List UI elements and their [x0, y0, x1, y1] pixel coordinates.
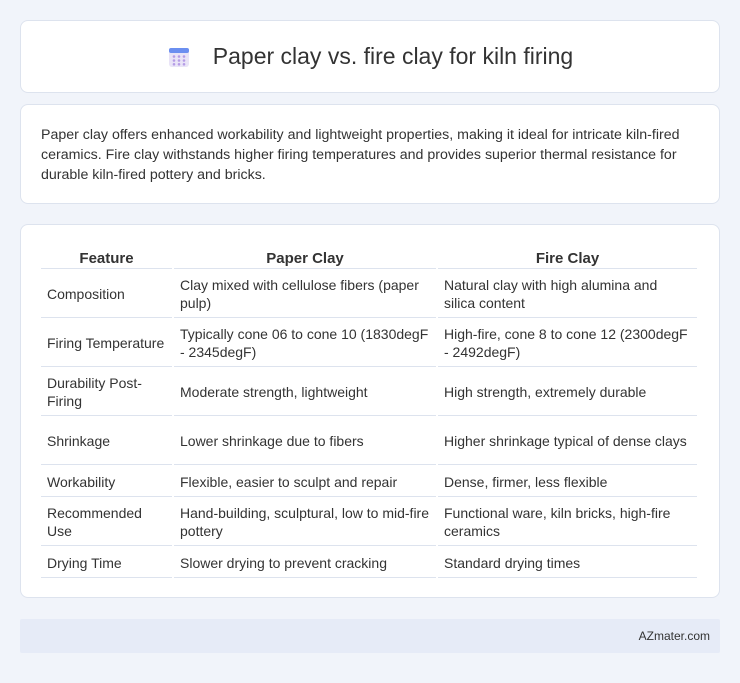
- fire-clay-cell: High strength, extremely durable: [438, 369, 697, 416]
- header-paper-clay: Paper Clay: [174, 247, 436, 269]
- calendar-icon: [167, 45, 191, 69]
- paper-clay-cell: Clay mixed with cellulose fibers (paper pulp): [174, 271, 436, 318]
- fire-clay-cell: Higher shrinkage typical of dense clays: [438, 418, 697, 465]
- table-row: [41, 548, 697, 578]
- fire-clay-cell: Dense, firmer, less flexible: [438, 467, 697, 497]
- title-card: [20, 20, 720, 93]
- paper-clay-cell: Flexible, easier to sculpt and repair: [174, 467, 436, 497]
- table-row: [41, 467, 697, 497]
- fire-clay-cell: Functional ware, kiln bricks, high-fire ceramics: [438, 499, 697, 546]
- paper-clay-cell: Moderate strength, lightweight: [174, 369, 436, 416]
- feature-cell: Recommended Use: [41, 499, 172, 546]
- footer-brand: AZmater.com: [638, 629, 710, 643]
- footer: [20, 619, 720, 653]
- description-text: Paper clay offers enhanced workability and lightweight properties, making it ideal for intricate kiln-fired ceramics. Fire clay withstands higher firing temperatures and provides superior thermal resistance for durable kiln-fired pottery and bricks.: [41, 127, 680, 183]
- paper-clay-cell: Hand-building, sculptural, low to mid-fire pottery: [174, 499, 436, 546]
- feature-cell: Drying Time: [41, 548, 172, 578]
- feature-cell: Composition: [41, 271, 172, 318]
- page-title: Paper clay vs. fire clay for kiln firing: [212, 43, 574, 69]
- feature-cell: Shrinkage: [41, 418, 172, 465]
- feature-cell: Workability: [41, 467, 172, 497]
- table-row: [41, 418, 697, 465]
- table-row: [41, 320, 697, 367]
- table-row: [41, 499, 697, 546]
- feature-cell: Durability Post-Firing: [41, 369, 172, 416]
- paper-clay-cell: Slower drying to prevent cracking: [174, 548, 436, 578]
- paper-clay-cell: Typically cone 06 to cone 10 (1830degF - 2345degF): [174, 320, 436, 367]
- header-fire-clay: Fire Clay: [438, 247, 697, 269]
- table-row: [41, 369, 697, 416]
- fire-clay-cell: Standard drying times: [438, 548, 697, 578]
- header-feature: Feature: [41, 247, 172, 269]
- table-row: [41, 271, 697, 318]
- description-card: [20, 104, 720, 204]
- paper-clay-cell: Lower shrinkage due to fibers: [174, 418, 436, 465]
- table-header-row: [41, 247, 697, 269]
- feature-cell: Firing Temperature: [41, 320, 172, 367]
- comparison-table-card: [20, 224, 720, 598]
- comparison-table: [39, 245, 699, 580]
- fire-clay-cell: High-fire, cone 8 to cone 12 (2300degF - 2492degF): [438, 320, 697, 367]
- fire-clay-cell: Natural clay with high alumina and silica content: [438, 271, 697, 318]
